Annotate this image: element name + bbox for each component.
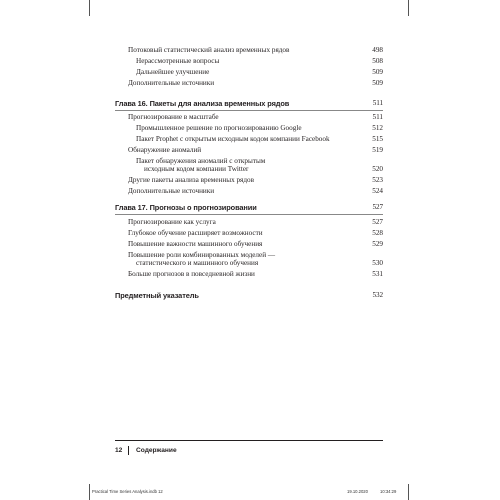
toc-entry: Пакет Prophet с открытым исходным кодом компании Facebook 515 (136, 135, 383, 143)
toc-entry: Повышение роли комбинированных моделей — статистического и машинного обучения 530 (128, 251, 383, 268)
page-number: 512 (372, 124, 383, 132)
divider (115, 214, 383, 215)
page-number: 509 (372, 79, 383, 87)
page-number: 519 (372, 146, 383, 154)
index-heading: Предметный указатель 532 (115, 291, 383, 300)
toc-entry: Потоковый статистический анализ временных рядов 498 (128, 46, 383, 54)
toc-entry: Пакет обнаружения аномалий с открытым исходным кодом компании Twitter 520 (136, 157, 383, 174)
slug-file: Practical Time Series Analysis.indb 12 (92, 489, 163, 494)
page-number: 511 (372, 113, 383, 121)
divider (115, 110, 383, 111)
footer-separator (128, 446, 129, 455)
toc-entry: Дополнительные источники 509 (128, 79, 383, 87)
page-number: 520 (372, 165, 383, 174)
footer-rule (115, 440, 383, 441)
page-number: 529 (372, 240, 383, 248)
page-number: 511 (372, 99, 383, 107)
page-number: 527 (372, 218, 383, 226)
page-number: 532 (372, 291, 383, 299)
slug-time: 10:34:29 (380, 489, 397, 494)
page-number: 527 (372, 203, 383, 211)
page-number: 508 (372, 57, 383, 65)
page-number: 498 (372, 46, 383, 54)
toc-entry: Глубокое обучение расширяет возможности 528 (128, 229, 383, 237)
toc-entry: Больше прогнозов в повседневной жизни 531 (128, 270, 383, 278)
chapter-heading: Глава 17. Прогнозы о прогнозировании 527 (115, 203, 383, 212)
toc-entry: Дополнительные источники 524 (128, 187, 383, 195)
toc-entry: Промышленное решение по прогнозированию Google 512 (136, 124, 383, 132)
toc-entry: Прогнозирование в масштабе 511 (128, 113, 383, 121)
footer-page-number: 12 (115, 447, 123, 454)
toc-entry: Прогнозирование как услуга 527 (128, 218, 383, 226)
slug-date: 19.10.2020 (347, 489, 368, 494)
running-footer (115, 447, 177, 454)
toc-entry: Обнаружение аномалий 519 (128, 146, 383, 154)
chapter-heading: Глава 16. Пакеты для анализа временных рядов 511 (115, 99, 383, 108)
page-number: 531 (372, 270, 383, 278)
page-number: 528 (372, 229, 383, 237)
page-number: 524 (372, 187, 383, 195)
toc-entry: Нерассмотренные вопросы 508 (136, 57, 383, 65)
toc-entry: Дальнейшее улучшение 509 (136, 68, 383, 76)
page-number: 515 (372, 135, 383, 143)
toc-entry: Повышение важности машинного обучения 529 (128, 240, 383, 248)
page-number: 509 (372, 68, 383, 76)
footer-section-title: Содержание (136, 447, 177, 454)
page-number: 530 (372, 259, 383, 268)
page-number: 523 (372, 176, 383, 184)
toc-entry: Другие пакеты анализа временных рядов 523 (128, 176, 383, 184)
